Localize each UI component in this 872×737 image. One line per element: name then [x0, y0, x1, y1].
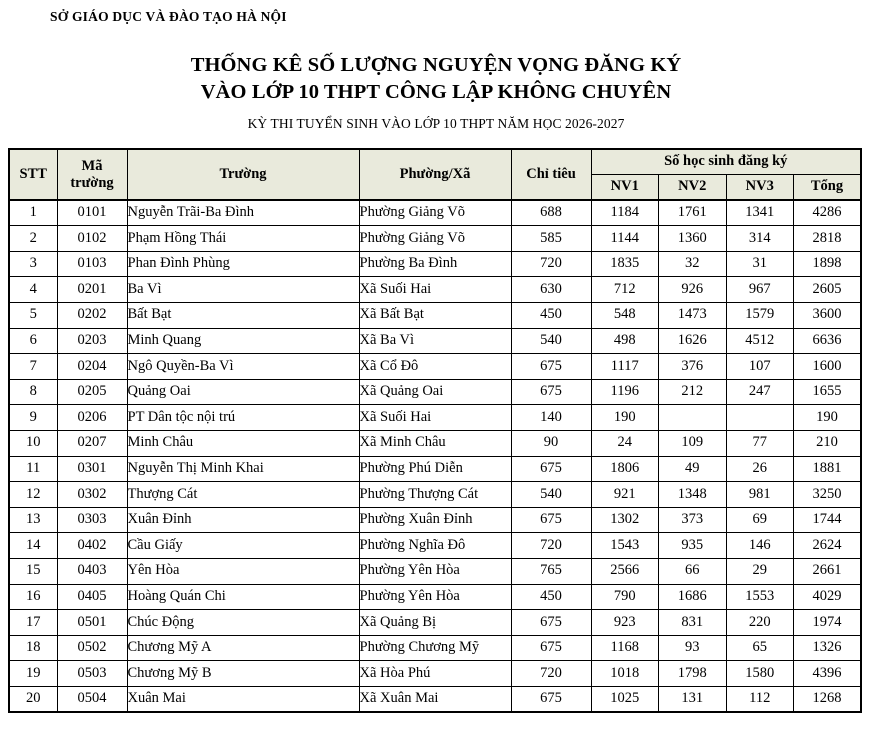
- cell-nv3: 146: [726, 533, 794, 559]
- cell-nv2: 1798: [659, 661, 727, 687]
- cell-total: 2624: [794, 533, 862, 559]
- cell-ward: Xã Cổ Đô: [359, 354, 511, 380]
- cell-nv3: 1341: [726, 200, 794, 226]
- cell-total: 1744: [794, 507, 862, 533]
- table-row: [9, 559, 861, 585]
- cell-school: PT Dân tộc nội trú: [127, 405, 359, 431]
- cell-quota: 450: [511, 584, 591, 610]
- cell-nv1: 1025: [591, 686, 659, 712]
- cell-school-code: 0102: [57, 226, 127, 252]
- cell-stt: 8: [9, 379, 57, 405]
- statistics-table: [8, 148, 862, 713]
- table-row: [9, 277, 861, 303]
- cell-nv1: 1144: [591, 226, 659, 252]
- cell-nv2: 935: [659, 533, 727, 559]
- cell-stt: 3: [9, 251, 57, 277]
- cell-nv2: 1360: [659, 226, 727, 252]
- cell-total: 190: [794, 405, 862, 431]
- cell-quota: 688: [511, 200, 591, 226]
- cell-ward: Xã Hòa Phú: [359, 661, 511, 687]
- cell-nv2: 1348: [659, 482, 727, 508]
- cell-nv1: 1806: [591, 456, 659, 482]
- cell-nv1: 1117: [591, 354, 659, 380]
- cell-quota: 720: [511, 251, 591, 277]
- cell-nv2: 373: [659, 507, 727, 533]
- cell-school: Hoàng Quán Chi: [127, 584, 359, 610]
- cell-total: 1326: [794, 635, 862, 661]
- cell-nv2: [659, 405, 727, 431]
- title-block: [0, 52, 872, 132]
- cell-quota: 450: [511, 303, 591, 329]
- cell-school-code: 0205: [57, 379, 127, 405]
- cell-nv3: 4512: [726, 328, 794, 354]
- page-title: [0, 52, 872, 107]
- cell-quota: 675: [511, 610, 591, 636]
- cell-ward: Phường Xuân Đỉnh: [359, 507, 511, 533]
- cell-stt: 16: [9, 584, 57, 610]
- table-row: [9, 431, 861, 457]
- cell-school: Phan Đình Phùng: [127, 251, 359, 277]
- column-header-nv1: NV1: [591, 175, 659, 201]
- cell-total: 4396: [794, 661, 862, 687]
- cell-quota: 540: [511, 328, 591, 354]
- cell-school-code: 0301: [57, 456, 127, 482]
- cell-quota: 675: [511, 354, 591, 380]
- cell-school-code: 0101: [57, 200, 127, 226]
- cell-school: Nguyễn Trãi-Ba Đình: [127, 200, 359, 226]
- cell-total: 4286: [794, 200, 862, 226]
- cell-nv1: 24: [591, 431, 659, 457]
- cell-nv3: 981: [726, 482, 794, 508]
- table-row: [9, 661, 861, 687]
- cell-stt: 11: [9, 456, 57, 482]
- table-header-row-1: [9, 149, 861, 175]
- cell-nv3: 1580: [726, 661, 794, 687]
- statistics-table-container: [8, 148, 862, 713]
- cell-quota: 140: [511, 405, 591, 431]
- cell-school: Chúc Động: [127, 610, 359, 636]
- cell-stt: 7: [9, 354, 57, 380]
- cell-nv2: 93: [659, 635, 727, 661]
- cell-nv2: 49: [659, 456, 727, 482]
- cell-ward: Xã Suối Hai: [359, 277, 511, 303]
- cell-nv3: [726, 405, 794, 431]
- cell-nv3: 1579: [726, 303, 794, 329]
- cell-nv2: 1473: [659, 303, 727, 329]
- table-row: [9, 507, 861, 533]
- table-row: [9, 610, 861, 636]
- cell-total: 1974: [794, 610, 862, 636]
- cell-ward: Phường Ba Đình: [359, 251, 511, 277]
- cell-school-code: 0206: [57, 405, 127, 431]
- cell-nv3: 112: [726, 686, 794, 712]
- cell-ward: Xã Bất Bạt: [359, 303, 511, 329]
- cell-total: 210: [794, 431, 862, 457]
- cell-total: 4029: [794, 584, 862, 610]
- cell-nv3: 220: [726, 610, 794, 636]
- cell-nv1: 1543: [591, 533, 659, 559]
- cell-school: Chương Mỹ B: [127, 661, 359, 687]
- cell-nv1: 923: [591, 610, 659, 636]
- cell-total: 1881: [794, 456, 862, 482]
- cell-ward: Xã Ba Vì: [359, 328, 511, 354]
- cell-school: Thượng Cát: [127, 482, 359, 508]
- cell-school: Minh Châu: [127, 431, 359, 457]
- table-row: [9, 303, 861, 329]
- table-row: [9, 328, 861, 354]
- cell-quota: 585: [511, 226, 591, 252]
- column-header-school-code-line-1: Mã: [81, 157, 103, 174]
- cell-school: Xuân Mai: [127, 686, 359, 712]
- cell-quota: 720: [511, 661, 591, 687]
- table-row: [9, 456, 861, 482]
- cell-school-code: 0204: [57, 354, 127, 380]
- table-row: [9, 482, 861, 508]
- cell-quota: 675: [511, 635, 591, 661]
- cell-ward: Xã Minh Châu: [359, 431, 511, 457]
- cell-school-code: 0202: [57, 303, 127, 329]
- cell-school-code: 0103: [57, 251, 127, 277]
- cell-nv1: 2566: [591, 559, 659, 585]
- cell-school-code: 0402: [57, 533, 127, 559]
- cell-stt: 5: [9, 303, 57, 329]
- cell-nv2: 376: [659, 354, 727, 380]
- cell-stt: 14: [9, 533, 57, 559]
- cell-school-code: 0201: [57, 277, 127, 303]
- cell-school-code: 0502: [57, 635, 127, 661]
- cell-nv1: 790: [591, 584, 659, 610]
- page-title-line-2: VÀO LỚP 10 THPT CÔNG LẬP KHÔNG CHUYÊN: [200, 81, 672, 104]
- table-row: [9, 200, 861, 226]
- cell-ward: Phường Thượng Cát: [359, 482, 511, 508]
- cell-ward: Phường Yên Hòa: [359, 559, 511, 585]
- cell-nv2: 1686: [659, 584, 727, 610]
- cell-total: 2818: [794, 226, 862, 252]
- cell-ward: Phường Giảng Võ: [359, 226, 511, 252]
- cell-nv1: 1184: [591, 200, 659, 226]
- cell-nv3: 69: [726, 507, 794, 533]
- column-header-school-code: [57, 149, 127, 200]
- cell-school: Chương Mỹ A: [127, 635, 359, 661]
- cell-nv1: 190: [591, 405, 659, 431]
- column-header-quota: Chỉ tiêu: [511, 149, 591, 200]
- cell-ward: Phường Nghĩa Đô: [359, 533, 511, 559]
- cell-school: Nguyễn Thị Minh Khai: [127, 456, 359, 482]
- column-header-ward: Phường/Xã: [359, 149, 511, 200]
- cell-nv3: 1553: [726, 584, 794, 610]
- cell-nv1: 1168: [591, 635, 659, 661]
- cell-ward: Xã Xuân Mai: [359, 686, 511, 712]
- cell-stt: 15: [9, 559, 57, 585]
- cell-nv2: 831: [659, 610, 727, 636]
- cell-nv1: 712: [591, 277, 659, 303]
- cell-nv3: 65: [726, 635, 794, 661]
- cell-stt: 13: [9, 507, 57, 533]
- cell-school-code: 0503: [57, 661, 127, 687]
- cell-ward: Xã Suối Hai: [359, 405, 511, 431]
- cell-nv2: 109: [659, 431, 727, 457]
- cell-stt: 2: [9, 226, 57, 252]
- cell-ward: Xã Quảng Oai: [359, 379, 511, 405]
- cell-stt: 17: [9, 610, 57, 636]
- column-header-group-registrations: Số học sinh đăng ký: [591, 149, 861, 175]
- cell-ward: Phường Phú Diễn: [359, 456, 511, 482]
- table-row: [9, 635, 861, 661]
- cell-school: Yên Hòa: [127, 559, 359, 585]
- cell-quota: 540: [511, 482, 591, 508]
- cell-nv3: 26: [726, 456, 794, 482]
- cell-total: 6636: [794, 328, 862, 354]
- cell-stt: 9: [9, 405, 57, 431]
- cell-nv1: 1302: [591, 507, 659, 533]
- cell-total: 2661: [794, 559, 862, 585]
- table-body: [9, 200, 861, 712]
- cell-nv2: 66: [659, 559, 727, 585]
- column-header-school-code-line-2: trường: [70, 174, 114, 191]
- cell-quota: 675: [511, 379, 591, 405]
- cell-quota: 675: [511, 456, 591, 482]
- cell-nv1: 548: [591, 303, 659, 329]
- cell-school-code: 0302: [57, 482, 127, 508]
- cell-ward: Xã Quảng Bị: [359, 610, 511, 636]
- table-row: [9, 533, 861, 559]
- cell-nv3: 29: [726, 559, 794, 585]
- cell-nv1: 1196: [591, 379, 659, 405]
- cell-school: Quảng Oai: [127, 379, 359, 405]
- cell-school: Bất Bạt: [127, 303, 359, 329]
- cell-stt: 18: [9, 635, 57, 661]
- cell-nv2: 1626: [659, 328, 727, 354]
- cell-total: 1898: [794, 251, 862, 277]
- table-header: [9, 149, 861, 200]
- cell-ward: Phường Chương Mỹ: [359, 635, 511, 661]
- cell-total: 3600: [794, 303, 862, 329]
- cell-nv3: 247: [726, 379, 794, 405]
- cell-school-code: 0504: [57, 686, 127, 712]
- cell-nv2: 1761: [659, 200, 727, 226]
- cell-nv3: 107: [726, 354, 794, 380]
- cell-nv1: 1835: [591, 251, 659, 277]
- cell-stt: 1: [9, 200, 57, 226]
- cell-ward: Phường Yên Hòa: [359, 584, 511, 610]
- cell-total: 1655: [794, 379, 862, 405]
- cell-nv3: 314: [726, 226, 794, 252]
- cell-quota: 630: [511, 277, 591, 303]
- cell-quota: 675: [511, 507, 591, 533]
- cell-quota: 675: [511, 686, 591, 712]
- cell-school: Minh Quang: [127, 328, 359, 354]
- table-row: [9, 686, 861, 712]
- column-header-school: Trường: [127, 149, 359, 200]
- column-header-total: Tổng: [794, 175, 862, 201]
- cell-nv2: 131: [659, 686, 727, 712]
- cell-school-code: 0203: [57, 328, 127, 354]
- table-row: [9, 251, 861, 277]
- cell-stt: 20: [9, 686, 57, 712]
- cell-nv1: 498: [591, 328, 659, 354]
- table-row: [9, 226, 861, 252]
- cell-stt: 6: [9, 328, 57, 354]
- table-row: [9, 584, 861, 610]
- cell-nv1: 1018: [591, 661, 659, 687]
- cell-school-code: 0207: [57, 431, 127, 457]
- cell-stt: 19: [9, 661, 57, 687]
- cell-school-code: 0303: [57, 507, 127, 533]
- cell-nv3: 967: [726, 277, 794, 303]
- table-row: [9, 354, 861, 380]
- cell-total: 1268: [794, 686, 862, 712]
- cell-school-code: 0501: [57, 610, 127, 636]
- cell-nv2: 926: [659, 277, 727, 303]
- cell-total: 1600: [794, 354, 862, 380]
- cell-quota: 765: [511, 559, 591, 585]
- column-header-stt: STT: [9, 149, 57, 200]
- cell-nv3: 77: [726, 431, 794, 457]
- cell-school: Ngô Quyền-Ba Vì: [127, 354, 359, 380]
- cell-ward: Phường Giảng Võ: [359, 200, 511, 226]
- cell-total: 2605: [794, 277, 862, 303]
- table-row: [9, 405, 861, 431]
- cell-stt: 10: [9, 431, 57, 457]
- page-subtitle: KỲ THI TUYỂN SINH VÀO LỚP 10 THPT NĂM HỌC 2026-2027: [247, 115, 625, 131]
- cell-school: Xuân Đỉnh: [127, 507, 359, 533]
- cell-total: 3250: [794, 482, 862, 508]
- cell-stt: 12: [9, 482, 57, 508]
- cell-school: Cầu Giấy: [127, 533, 359, 559]
- cell-school-code: 0405: [57, 584, 127, 610]
- cell-quota: 90: [511, 431, 591, 457]
- cell-stt: 4: [9, 277, 57, 303]
- cell-school: Ba Vì: [127, 277, 359, 303]
- cell-school-code: 0403: [57, 559, 127, 585]
- cell-quota: 720: [511, 533, 591, 559]
- cell-nv3: 31: [726, 251, 794, 277]
- table-row: [9, 379, 861, 405]
- cell-nv2: 212: [659, 379, 727, 405]
- page-title-line-1: THỐNG KÊ SỐ LƯỢNG NGUYỆN VỌNG ĐĂNG KÝ: [190, 54, 682, 76]
- cell-nv2: 32: [659, 251, 727, 277]
- column-header-nv2: NV2: [659, 175, 727, 201]
- cell-school: Phạm Hồng Thái: [127, 226, 359, 252]
- column-header-nv3: NV3: [726, 175, 794, 201]
- cell-nv1: 921: [591, 482, 659, 508]
- department-name: SỞ GIÁO DỤC VÀ ĐÀO TẠO HÀ NỘI: [50, 9, 287, 24]
